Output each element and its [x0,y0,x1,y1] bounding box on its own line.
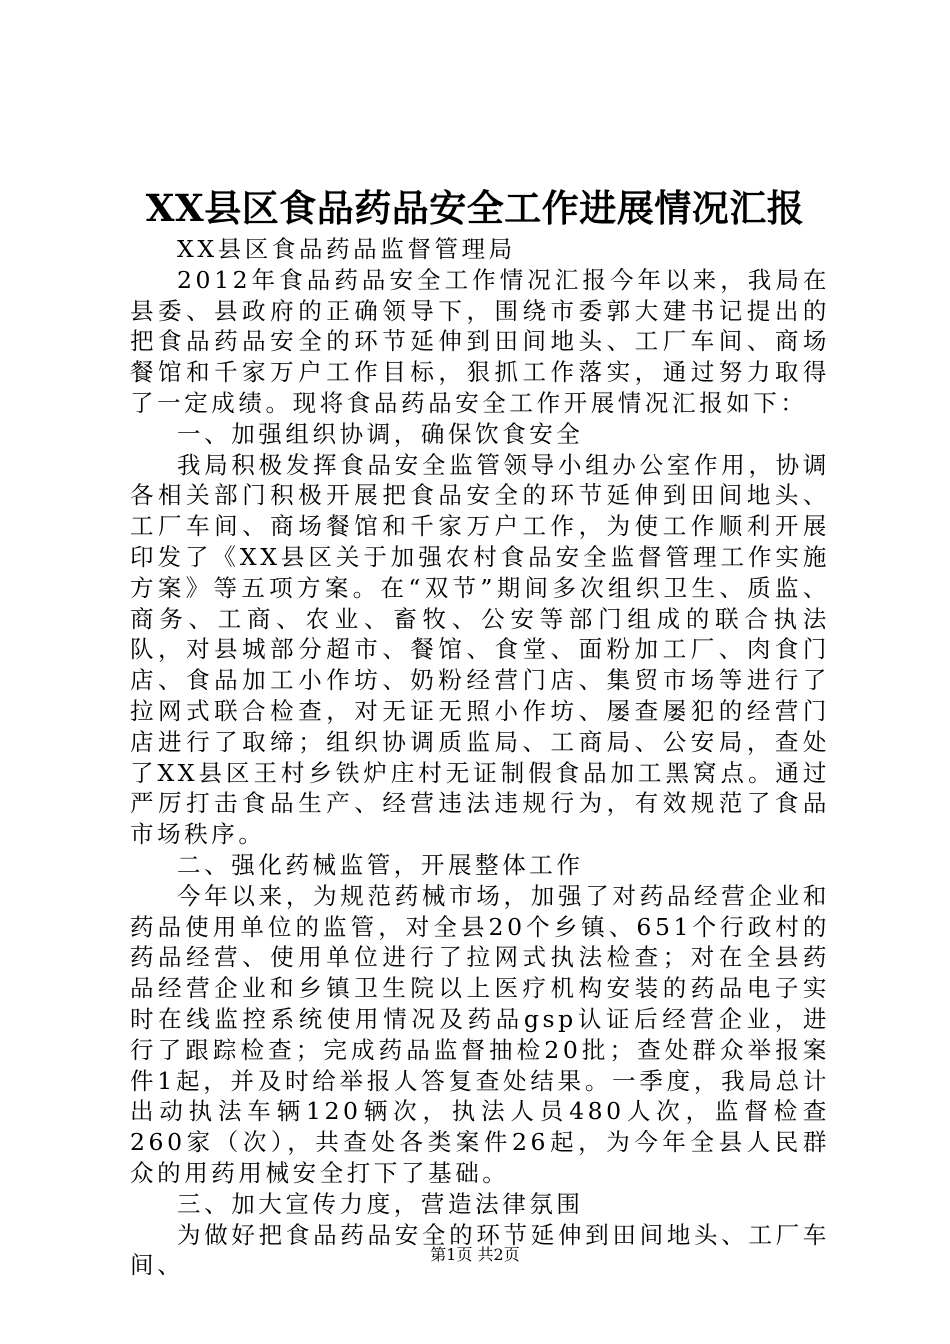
document-body [130,234,830,1281]
section-heading-2: 二、强化药械监管，开展整体工作 [177,850,584,879]
section-paragraph-3: 为做好把食品药品安全的环节延伸到田间地头、工厂车间、 [130,1220,830,1280]
page-number-footer: 第1页 共2页 [430,1245,520,1264]
section-heading-3: 三、加大宣传力度，营造法律氛围 [177,1189,584,1218]
section-paragraph-2: 今年以来，为规范药械市场，加强了对药品经营企业和药品使用单位的监管，对全县20个乡镇、651个行政村的药品经营、使用单位进行了拉网式执法检查；对在全县药品经营企业和乡镇卫生院以上医疗机构安装的药品电子实时在线监控系统使用情况及药品gsp认证后经营企业，进行了跟踪检查；完成药品监督抽检20批；查处群众举报案件1起，并及时给举报人答复查处结果。一季度，我局总计出动执法车辆120辆次，执法人员480人次，监督检查260家（次），共查处各类案件26起，为今年全县人民群众的用药用械安全打下了基础。 [130,881,830,1187]
author-line: XX县区食品药品监督管理局 [177,235,516,263]
intro-paragraph: 2012年食品药品安全工作情况汇报今年以来，我局在县委、县政府的正确领导下，围绕市委郭大建书记提出的把食品药品安全的环节延伸到田间地头、工厂车间、商场餐馆和千家万户工作目标，狠抓工作落实，通过努力取得了一定成绩。现将食品药品安全工作开展情况汇报如下： [130,265,830,417]
document-title: XX县区食品药品安全工作进展情况汇报 [145,186,805,230]
section-paragraph-1: 我局积极发挥食品安全监管领导小组办公室作用，协调各相关部门积极开展把食品安全的环节延伸到田间地头、工厂车间、商场餐馆和千家万户工作，为使工作顺利开展印发了《XX县区关于加强农村食品安全监督管理工作实施方案》等五项方案。在“双节”期间多次组织卫生、质监、商务、工商、农业、畜牧、公安等部门组成的联合执法队，对县城部分超市、餐馆、食堂、面粉加工厂、肉食门店、食品加工小作坊、奶粉经营门店、集贸市场等进行了拉网式联合检查，对无证无照小作坊、屡查屡犯的经营门店进行了取缔；组织协调质监局、工商局、公安局，查处了XX县区王村乡铁炉庄村无证制假食品加工黑窝点。通过严厉打击食品生产、经营违法违规行为，有效规范了食品市场秩序。 [130,450,830,849]
section-heading-1: 一、加强组织协调，确保饮食安全 [177,419,584,448]
